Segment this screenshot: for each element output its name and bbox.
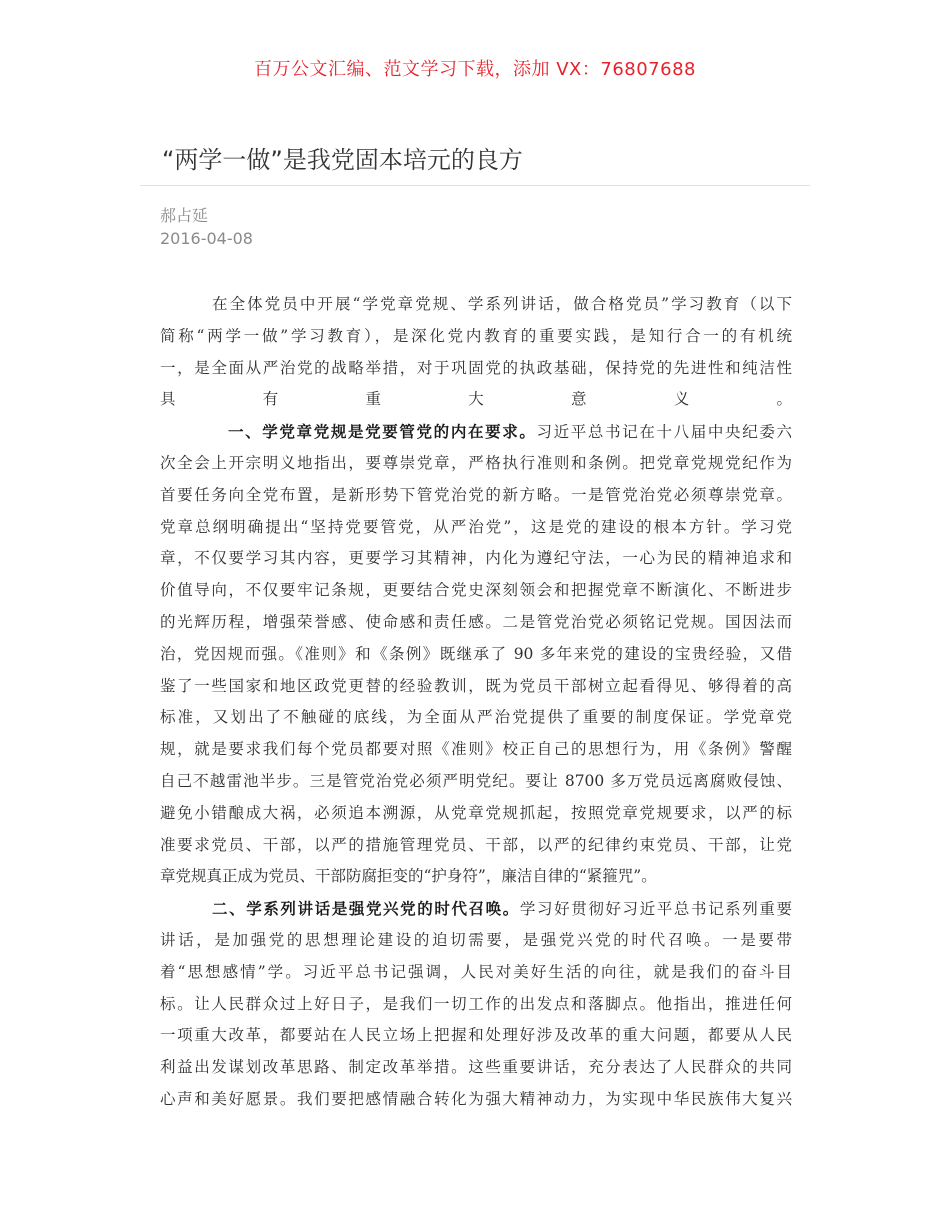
body-line: 着“思想感情”学。习近平总书记强调，人民对美好生活的向往，就是我们的奋斗目: [160, 962, 792, 981]
title-divider: [140, 185, 810, 186]
article-title: “两学一做”是我党固本培元的良方: [162, 146, 523, 174]
body-line: 首要任务向全党布置，是新形势下管党治党的新方略。一是管党治党必须尊崇党章。: [160, 485, 792, 504]
body-line: 利益出发谋划改革思路、制定改革举措。这些重要讲话，充分表达了人民群众的共同: [160, 1058, 792, 1077]
body-line: 避免小错酿成大祸，必须追本溯源，从党章党规抓起，按照党章党规要求，以严的标: [160, 803, 792, 822]
section-one-first-line: [160, 416, 792, 448]
body-line: 价值导向，不仅要牢记条规，更要结合党史深刻领会和把握党章不断演化、不断进步: [160, 581, 792, 600]
article-author: 郝占延: [160, 206, 209, 225]
section-two-lead: 学习好贯彻好习近平总书记系列重要: [519, 900, 792, 919]
body-line: 章，不仅要学习其内容，更要学习其精神，内化为遵纪守法，一心为民的精神追求和: [160, 549, 792, 568]
article-date: 2016-04-08: [160, 229, 253, 248]
body-line: 心声和美好愿景。我们要把感情融合转化为强大精神动力，为实现中华民族伟大复兴: [160, 1089, 792, 1108]
promo-banner: 百万公文汇编、范文学习下载，添加 VX：76807688: [254, 59, 696, 80]
body-line: 准要求党员、干部，以严的措施管理党员、干部，以严的纪律约束党员、干部，让党: [160, 835, 792, 854]
body-line: 简称“两学一做”学习教育），是深化党内教育的重要实践，是知行合一的有机统: [160, 326, 792, 345]
body-line: 党章总纲明确提出“坚持党要管党，从严治党”，这是党的建设的根本方针。学习党: [160, 517, 792, 536]
body-line: 治，党因规而强。《准则》和《条例》既继承了 90 多年来党的建设的宝贵经验，又借: [160, 644, 792, 663]
article-body: [160, 289, 792, 1116]
section-two-first-line: [160, 893, 792, 925]
section-one-lead: 习近平总书记在十八届中央纪委六: [536, 423, 792, 442]
body-line: 具有重大意义。: [160, 390, 792, 409]
section-two-heading: 二、学系列讲话是强党兴党的时代召唤。: [212, 899, 520, 919]
body-line: 的光辉历程，增强荣誉感、使命感和责任感。二是管党治党必须铭记党规。国因法而: [160, 612, 792, 631]
body-line: 次全会上开宗明义地指出，要尊崇党章，严格执行准则和条例。把党章党规党纪作为: [160, 453, 792, 472]
section-one-heading: 一、学党章党规是党要管党的内在要求。: [228, 422, 537, 442]
body-line: 章党规真正成为党员、干部防腐拒变的“护身符”，廉洁自律的“紧箍咒”。: [160, 867, 657, 886]
body-line: 一项重大改革，都要站在人民立场上把握和处理好涉及改革的重大问题，都要从人民: [160, 1026, 792, 1045]
body-line: 标。让人民群众过上好日子，是我们一切工作的出发点和落脚点。他指出，推进任何: [160, 994, 792, 1013]
body-line: 鉴了一些国家和地区政党更替的经验教训，既为党员干部树立起看得见、够得着的高: [160, 676, 792, 695]
body-line: 在全体党员中开展“学党章党规、学系列讲话，做合格党员”学习教育（以下: [212, 295, 792, 313]
body-line: 规，就是要求我们每个党员都要对照《准则》校正自己的思想行为，用《条例》警醒: [160, 740, 792, 759]
body-line: 标准，又划出了不触碰的底线，为全面从严治党提供了重要的制度保证。学党章党: [160, 708, 792, 727]
body-line: 讲话，是加强党的思想理论建设的迫切需要，是强党兴党的时代召唤。一是要带: [160, 930, 792, 949]
body-line: 一，是全面从严治党的战略举措，对于巩固党的执政基础，保持党的先进性和纯洁性: [160, 358, 792, 377]
body-line: 自己不越雷池半步。三是管党治党必须严明党纪。要让 8700 多万党员远离腐败侵蚀、: [160, 771, 792, 790]
